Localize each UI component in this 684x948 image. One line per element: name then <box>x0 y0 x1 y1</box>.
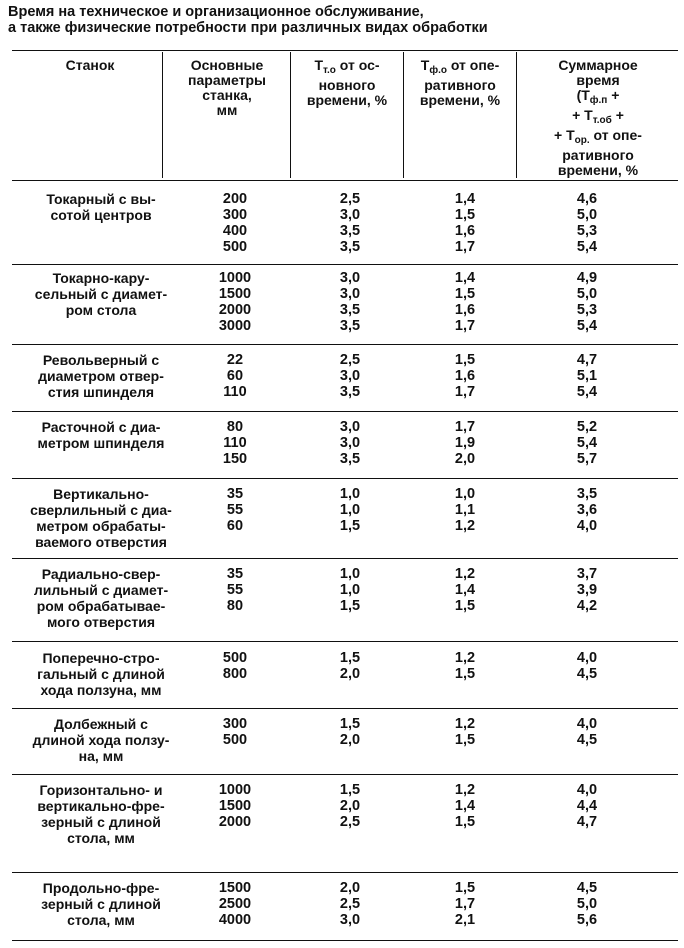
tto-col <box>300 352 400 400</box>
table-cell: 4,7 <box>576 352 598 368</box>
row-separator <box>12 558 678 559</box>
machine-name-line: стола, мм <box>67 830 135 846</box>
header-divider <box>162 52 163 178</box>
param-col <box>190 270 280 334</box>
tfo-col <box>415 191 515 255</box>
table-cell: 1,2 <box>454 518 476 534</box>
table-cell: 4,0 <box>576 518 598 534</box>
table-cell: 1,0 <box>339 486 361 502</box>
machine-name-line: стола, мм <box>67 912 135 928</box>
header-tto: $T_{т.о}$ от ос- новного времени, % <box>306 57 388 108</box>
table-cell: 3,0 <box>339 286 361 302</box>
table-cell: 1,7 <box>454 419 476 435</box>
table-cell: 500 <box>222 732 248 748</box>
table-cell: 1500 <box>218 880 252 896</box>
tto-col <box>300 566 400 614</box>
table-cell: 80 <box>226 598 244 614</box>
param-col <box>190 191 280 255</box>
table-cell: 1,2 <box>454 650 476 666</box>
table-cell: 2,0 <box>339 732 361 748</box>
machine-name <box>20 352 182 400</box>
table-cell: 2,0 <box>454 451 476 467</box>
param-col <box>190 880 280 928</box>
table-cell: 200 <box>222 191 248 207</box>
table-cell: 1,5 <box>454 732 476 748</box>
table-cell: 4,2 <box>576 598 598 614</box>
table-cell: 1500 <box>218 798 252 814</box>
table-cell: 2,5 <box>339 896 361 912</box>
param-col <box>190 716 280 748</box>
tto-col <box>300 191 400 255</box>
table-cell: 1,5 <box>454 880 476 896</box>
table-cell: 3,0 <box>339 368 361 384</box>
table-cell: 3,0 <box>339 435 361 451</box>
table-cell: 4000 <box>218 912 252 928</box>
table-cell: 1,5 <box>454 207 476 223</box>
table-cell: 5,4 <box>576 435 598 451</box>
sum-col <box>532 650 642 682</box>
row-separator <box>12 708 678 709</box>
machine-name-line: Расточной с диа- <box>41 419 161 435</box>
table-cell: 4,7 <box>576 814 598 830</box>
sum-col <box>532 191 642 255</box>
row-separator <box>12 940 678 941</box>
table-cell: 1,0 <box>339 582 361 598</box>
header-divider <box>516 52 517 178</box>
table-cell: 2,0 <box>339 798 361 814</box>
table-cell: 110 <box>223 435 247 451</box>
tfo-col <box>415 270 515 334</box>
machine-name-line: Долбежный с <box>54 716 148 732</box>
table-cell: 5,0 <box>576 896 598 912</box>
table-cell: 1,5 <box>339 782 361 798</box>
table-cell: 1,5 <box>454 666 476 682</box>
machine-name-line: диаметром отвер- <box>38 368 164 384</box>
table-cell: 2000 <box>218 814 252 830</box>
table-cell: 300 <box>222 207 248 223</box>
table-cell: 1,7 <box>454 896 476 912</box>
table-cell: 1,7 <box>454 384 476 400</box>
table-cell: 1,5 <box>339 650 361 666</box>
table-cell: 1,6 <box>454 368 476 384</box>
machine-name <box>20 880 182 928</box>
table-cell: 5,4 <box>576 318 598 334</box>
table-cell: 1,1 <box>454 502 476 518</box>
table-cell: 4,5 <box>576 732 598 748</box>
row-separator <box>12 264 678 265</box>
table-caption <box>8 4 678 36</box>
sum-col <box>532 782 642 830</box>
machine-name-line: гальный с длиной <box>37 666 165 682</box>
table-top-rule <box>12 50 678 51</box>
row-separator <box>12 872 678 873</box>
table-cell: 4,5 <box>576 880 598 896</box>
tto-col <box>300 270 400 334</box>
machine-name-line: ваемого отверстия <box>35 534 167 550</box>
machine-name-line: ром стола <box>65 302 137 318</box>
table-cell: 2,0 <box>339 666 361 682</box>
table-cell: 3,5 <box>339 223 361 239</box>
machine-name <box>20 191 182 223</box>
tfo-col <box>415 880 515 928</box>
tfo-col <box>415 419 515 467</box>
table-cell: 5,1 <box>576 368 598 384</box>
machine-name <box>20 270 182 318</box>
machine-name-line: хода ползуна, мм <box>40 682 162 698</box>
tfo-col <box>415 486 515 534</box>
caption-line-1: Время на техническое и организационное обслуживание, <box>8 4 424 20</box>
table-cell: 1,9 <box>454 435 476 451</box>
header-divider <box>403 52 404 178</box>
table-cell: 1,2 <box>454 782 476 798</box>
table-cell: 2,0 <box>339 880 361 896</box>
table-cell: 1,5 <box>339 598 361 614</box>
row-separator <box>12 774 678 775</box>
table-cell: 4,9 <box>576 270 598 286</box>
tfo-col <box>415 782 515 830</box>
table-cell: 60 <box>226 368 244 384</box>
table-cell: 2000 <box>218 302 252 318</box>
table-cell: 1,5 <box>454 352 476 368</box>
header-tfo: $T_{ф.о}$ от опе- ративного времени, % <box>419 57 501 108</box>
table-cell: 1,4 <box>454 798 476 814</box>
param-col <box>190 566 280 614</box>
sum-col <box>532 270 642 334</box>
table-cell: 4,0 <box>576 782 598 798</box>
table-cell: 80 <box>226 419 244 435</box>
machine-name-line: зерный с длиной <box>41 896 161 912</box>
table-cell: 500 <box>222 650 248 666</box>
machine-name-line: сверлильный с диа- <box>30 502 172 518</box>
tfo-col <box>415 566 515 614</box>
table-cell: 22 <box>226 352 244 368</box>
param-col <box>190 650 280 682</box>
table-cell: 3,5 <box>576 486 598 502</box>
table-cell: 1,4 <box>454 191 476 207</box>
table-cell: 3,7 <box>576 566 598 582</box>
tto-col <box>300 716 400 748</box>
sum-col <box>532 880 642 928</box>
table-cell: 1,5 <box>454 814 476 830</box>
table-cell: 35 <box>226 566 244 582</box>
table-cell: 2500 <box>218 896 252 912</box>
table-cell: 1500 <box>218 286 252 302</box>
table-cell: 3,5 <box>339 239 361 255</box>
table-cell: 1,0 <box>339 502 361 518</box>
table-cell: 1,0 <box>454 486 476 502</box>
machine-name-line: Поперечно-стро- <box>42 650 160 666</box>
table-cell: 5,3 <box>576 223 598 239</box>
table-cell: 2,5 <box>339 191 361 207</box>
row-separator <box>12 344 678 345</box>
table-cell: 4,6 <box>576 191 598 207</box>
param-col <box>190 782 280 830</box>
table-cell: 3,5 <box>339 384 361 400</box>
table-cell: 3,5 <box>339 318 361 334</box>
machine-name-line: метром шпинделя <box>37 435 165 451</box>
tfo-col <box>415 650 515 682</box>
param-col <box>190 352 280 400</box>
machine-name-line: Револьверный с <box>42 352 160 368</box>
caption-line-2: а также физические потребности при различных видах обработки <box>8 20 488 36</box>
machine-name-line: сельный с диамет- <box>34 286 168 302</box>
table-cell: 800 <box>222 666 248 682</box>
machine-name-line: вертикально-фре- <box>37 798 165 814</box>
table-cell: 5,2 <box>576 419 598 435</box>
tto-col <box>300 650 400 682</box>
table-cell: 1,4 <box>454 270 476 286</box>
machine-name-line: стия шпинделя <box>47 384 155 400</box>
table-cell: 5,6 <box>576 912 598 928</box>
header-params: Основные параметры станка, мм <box>188 57 266 118</box>
table-cell: 150 <box>222 451 248 467</box>
machine-name <box>20 566 182 630</box>
table-cell: 1,2 <box>454 566 476 582</box>
table-cell: 110 <box>223 384 247 400</box>
row-separator <box>12 411 678 412</box>
machine-name <box>20 782 182 846</box>
machine-name <box>20 716 182 764</box>
tto-col <box>300 782 400 830</box>
table-cell: 2,1 <box>454 912 476 928</box>
machine-name-line: Радиально-свер- <box>41 566 161 582</box>
table-cell: 5,0 <box>576 286 598 302</box>
machine-name-line: сотой центров <box>50 207 152 223</box>
table-cell: 55 <box>226 502 244 518</box>
table-cell: 2,5 <box>339 352 361 368</box>
table-cell: 1,5 <box>339 518 361 534</box>
machine-name-line: Продольно-фре- <box>42 880 160 896</box>
machine-name <box>20 419 182 451</box>
table-cell: 1,7 <box>454 318 476 334</box>
sum-col <box>532 566 642 614</box>
sum-col <box>532 352 642 400</box>
table-cell: 500 <box>222 239 248 255</box>
table-cell: 1000 <box>218 782 252 798</box>
table-cell: 5,4 <box>576 384 598 400</box>
table-cell: 35 <box>226 486 244 502</box>
row-separator <box>12 641 678 642</box>
machine-name-line: лильный с диамет- <box>33 582 169 598</box>
tfo-col <box>415 716 515 748</box>
table-cell: 4,0 <box>576 650 598 666</box>
table-cell: 1,6 <box>454 302 476 318</box>
machine-name-line: Токарный с вы- <box>46 191 156 207</box>
machine-name-line: Вертикально- <box>53 486 149 502</box>
sum-col <box>532 486 642 534</box>
param-col <box>190 486 280 534</box>
machine-name-line: метром обрабаты- <box>36 518 166 534</box>
table-cell: 1,6 <box>454 223 476 239</box>
table-cell: 1,5 <box>454 286 476 302</box>
table-cell: 3,6 <box>576 502 598 518</box>
sum-col <box>532 419 642 467</box>
machine-name-line: зерный с длиной <box>41 814 161 830</box>
table-cell: 1,5 <box>454 598 476 614</box>
table-cell: 3,0 <box>339 270 361 286</box>
table-cell: 5,3 <box>576 302 598 318</box>
table-cell: 400 <box>222 223 248 239</box>
machine-name-line: ром обрабатывае- <box>36 598 166 614</box>
tto-col <box>300 486 400 534</box>
header-bottom-rule <box>12 180 678 181</box>
table-cell: 1,0 <box>339 566 361 582</box>
table-cell: 4,4 <box>576 798 598 814</box>
header-machine: Станок <box>65 57 115 73</box>
table-cell: 2,5 <box>339 814 361 830</box>
machine-name-line: на, мм <box>78 748 124 764</box>
table-cell: 3,9 <box>576 582 598 598</box>
table-cell: 3,0 <box>339 419 361 435</box>
param-col <box>190 419 280 467</box>
table-cell: 5,4 <box>576 239 598 255</box>
table-cell: 60 <box>226 518 244 534</box>
table-cell: 1000 <box>218 270 252 286</box>
table-cell: 1,4 <box>454 582 476 598</box>
machine-name-line: Токарно-кару- <box>52 270 150 286</box>
table-cell: 3000 <box>218 318 252 334</box>
header-divider <box>290 52 291 178</box>
table-cell: 1,2 <box>454 716 476 732</box>
machine-name-line: длиной хода ползу- <box>32 732 170 748</box>
table-cell: 3,0 <box>339 207 361 223</box>
table-cell: 3,0 <box>339 912 361 928</box>
table-cell: 1,7 <box>454 239 476 255</box>
sum-col <box>532 716 642 748</box>
tto-col <box>300 419 400 467</box>
machine-name-line: Горизонтально- и <box>39 782 163 798</box>
tto-col <box>300 880 400 928</box>
header-sum: Суммарное время ($T_{ф.п}$ + + $T_{т.об}$ + + $T_{ор.}$ от опе- ративного времени, % <box>554 57 642 178</box>
machine-name-line: мого отверстия <box>46 614 156 630</box>
table-cell: 3,5 <box>339 302 361 318</box>
table-cell: 4,0 <box>576 716 598 732</box>
table-cell: 1,5 <box>339 716 361 732</box>
table-cell: 5,7 <box>576 451 598 467</box>
tfo-col <box>415 352 515 400</box>
table-cell: 5,0 <box>576 207 598 223</box>
table-cell: 3,5 <box>339 451 361 467</box>
table-cell: 300 <box>222 716 248 732</box>
machine-name <box>20 486 182 550</box>
table-cell: 55 <box>226 582 244 598</box>
machine-name <box>20 650 182 698</box>
row-separator <box>12 478 678 479</box>
table-cell: 4,5 <box>576 666 598 682</box>
